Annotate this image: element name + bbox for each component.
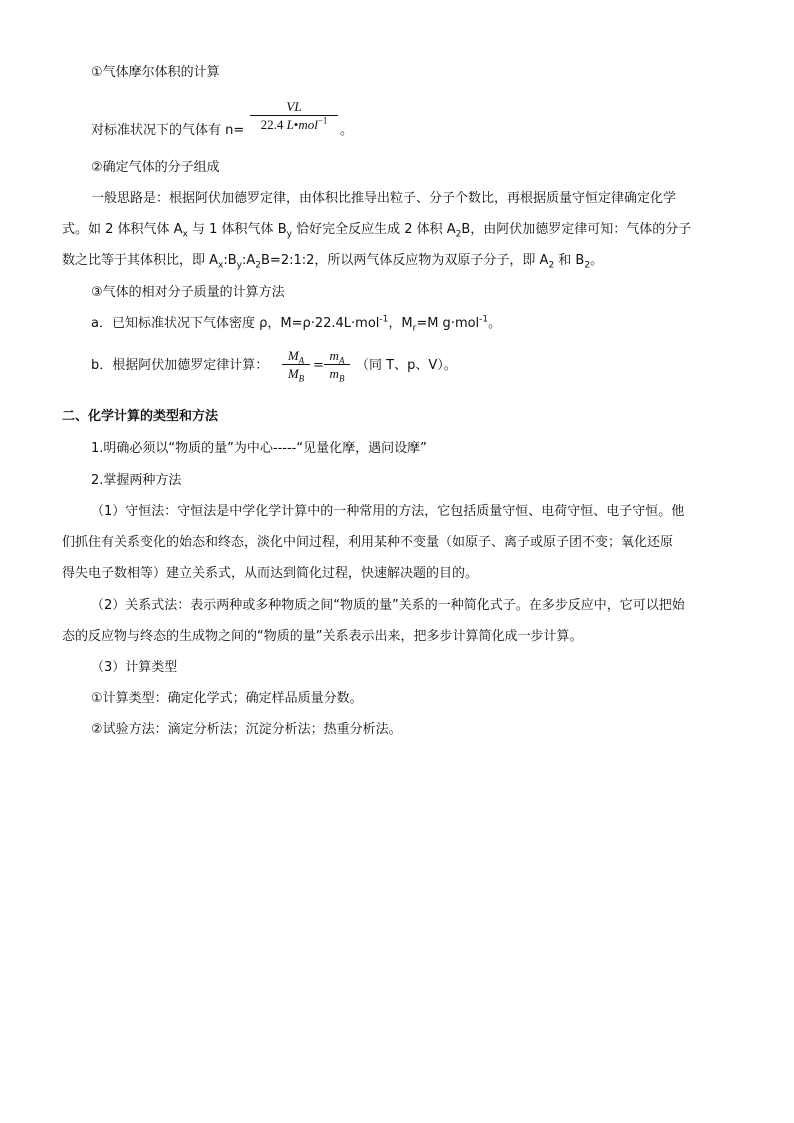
molar-volume-formula-prefix: 对标准状况下的气体有 n= [91, 123, 245, 138]
fraction-numerator: $M_A$ [287, 348, 305, 366]
relative-mass-item-b-suffix: （同 T、p、V）。 [356, 358, 457, 373]
heading-relative-mass: ③气体的相对分子质量的计算方法 [91, 285, 285, 300]
molar-volume-formula-suffix: 。 [340, 123, 354, 138]
composition-paragraph-line-2: 式。如 2 体积气体 $A_x$ 与 1 体积气体 $B_y$ 恰好完全反应生成 2 体积 $A_2B$，由阿伏加德罗定律可知：气体的分子 [62, 222, 692, 240]
fraction-numerator: $m_A$ [329, 348, 345, 366]
fraction-ma-mb-lower [324, 347, 350, 382]
composition-paragraph-line-1: 一般思路是：根据阿伏加德罗定律，由体积比推导出粒子、分子个数比，再根据质量守恒定律确定化学 [91, 191, 677, 206]
heading-molar-volume: ①气体摩尔体积的计算 [91, 65, 220, 80]
method-2-line-1: （2）关系式法：表示两种或多种物质之间“物质的量”关系的一种简化式子。在多步反应中，它可以把始 [91, 598, 685, 613]
method-2-line-2: 态的反应物与终态的生成物之间的“物质的量”关系表示出来，把多步计算简化成一步计算。 [62, 629, 583, 644]
fraction-ma-mb [282, 347, 310, 382]
section2-item-2: 2.掌握两种方法 [91, 473, 182, 488]
fraction-numerator: VL [286, 99, 302, 114]
heading-molecular-composition: ②确定气体的分子组成 [91, 160, 220, 175]
calc-type-item-1: ①计算类型：确定化学式；确定样品质量分数。 [91, 691, 363, 706]
method-1-line-2: 们抓住有关系变化的始态和终态，淡化中间过程，利用某种不变量（如原子、离子或原子团不变；氧化还原 [62, 535, 674, 550]
molar-volume-fraction [250, 98, 338, 133]
method-3-heading: （3）计算类型 [91, 660, 178, 675]
fraction-denominator: $M_B$ [287, 366, 305, 384]
fraction-denominator: $m_B$ [329, 366, 345, 384]
calc-type-item-2: ②试验方法：滴定分析法；沉淀分析法；热重分析法。 [91, 722, 402, 737]
relative-mass-item-a: a．已知标准状况下气体密度 ρ，M=ρ·22.4L·mol$^{-1}$，$M_r=M$ g·mol$^{-1}$。 [91, 314, 502, 334]
equals-sign: = [313, 358, 324, 373]
relative-mass-item-b-prefix: b．根据阿伏加德罗定律计算： [91, 358, 269, 373]
method-1-line-1: （1）守恒法：守恒法是中学化学计算中的一种常用的方法，它包括质量守恒、电荷守恒、电子守恒。他 [91, 504, 685, 519]
section-title: 二、化学计算的类型和方法 [62, 409, 219, 424]
method-1-line-3: 得失电子数相等）建立关系式，从而达到简化过程，快速解决题的目的。 [62, 566, 479, 581]
section2-item-1: 1.明确必须以“物质的量”为中心-----“见量化摩，遇问设摩” [91, 441, 427, 456]
composition-paragraph-line-3: 数之比等于其体积比，即 $A_x:B_y:A_2B=2:1:2$，所以两气体反应物为双原子分子，即 $A_2$ 和 $B_2$。 [62, 253, 604, 271]
fraction-denominator: 22.4 L•mol$^{-1}$ [260, 115, 328, 132]
